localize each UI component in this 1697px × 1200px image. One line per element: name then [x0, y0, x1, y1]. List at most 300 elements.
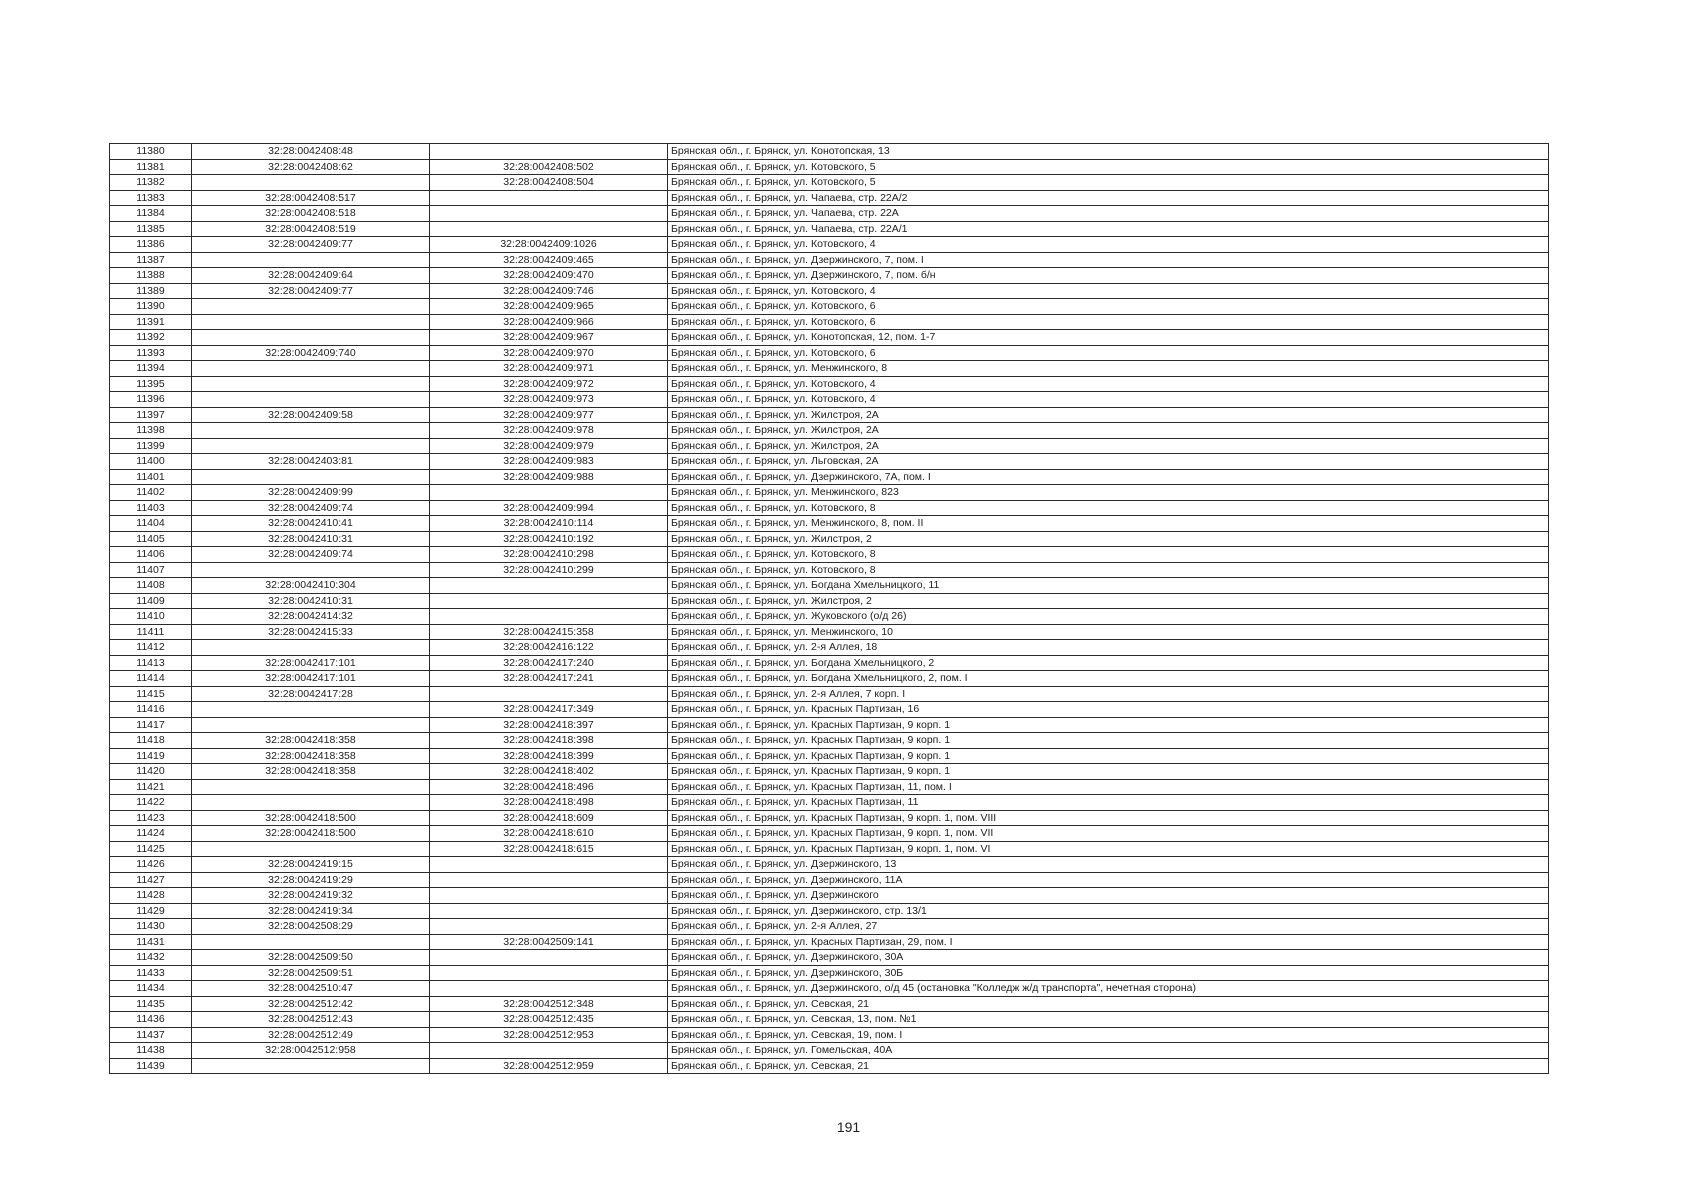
- row-number-cell: 11410: [110, 609, 192, 625]
- table-row: [110, 407, 1549, 423]
- row-number-cell: 11422: [110, 795, 192, 811]
- table-row: [110, 702, 1549, 718]
- object-cadastral-number-cell: 32:28:0042409:994: [430, 500, 668, 516]
- object-cadastral-number-cell: 32:28:0042417:241: [430, 671, 668, 687]
- object-cadastral-number-cell: 32:28:0042418:498: [430, 795, 668, 811]
- cadastral-number-cell: [192, 640, 430, 656]
- address-cell: Брянская обл., г. Брянск, ул. Дзержинского, о/д 45 (остановка "Колледж ж/д транспорта", нечетная сторона): [668, 981, 1549, 997]
- cadastral-number-cell: 32:28:0042418:358: [192, 733, 430, 749]
- cadastral-number-cell: [192, 702, 430, 718]
- table-row: [110, 438, 1549, 454]
- address-cell: Брянская обл., г. Брянск, ул. 2-я Аллея, 7 корп. I: [668, 686, 1549, 702]
- object-cadastral-number-cell: [430, 144, 668, 160]
- cadastral-number-cell: 32:28:0042410:304: [192, 578, 430, 594]
- cadastral-number-cell: [192, 1058, 430, 1074]
- cadastral-number-cell: 32:28:0042512:958: [192, 1043, 430, 1059]
- table-row: [110, 810, 1549, 826]
- row-number-cell: 11394: [110, 361, 192, 377]
- row-number-cell: 11396: [110, 392, 192, 408]
- table-row: [110, 640, 1549, 656]
- object-cadastral-number-cell: 32:28:0042512:348: [430, 996, 668, 1012]
- table-row: [110, 934, 1549, 950]
- table-row: [110, 717, 1549, 733]
- address-cell: Брянская обл., г. Брянск, ул. Дзержинского, стр. 13/1: [668, 903, 1549, 919]
- row-number-cell: 11391: [110, 314, 192, 330]
- table-row: [110, 857, 1549, 873]
- table-row: [110, 888, 1549, 904]
- object-cadastral-number-cell: 32:28:0042418:615: [430, 841, 668, 857]
- row-number-cell: 11420: [110, 764, 192, 780]
- object-cadastral-number-cell: [430, 686, 668, 702]
- address-cell: Брянская обл., г. Брянск, ул. Севская, 13, пом. №1: [668, 1012, 1549, 1028]
- object-cadastral-number-cell: 32:28:0042417:349: [430, 702, 668, 718]
- row-number-cell: 11438: [110, 1043, 192, 1059]
- cadastral-number-cell: [192, 438, 430, 454]
- cadastral-number-cell: 32:28:0042409:77: [192, 283, 430, 299]
- table-row: [110, 841, 1549, 857]
- row-number-cell: 11383: [110, 190, 192, 206]
- cadastral-number-cell: 32:28:0042408:519: [192, 221, 430, 237]
- row-number-cell: 11381: [110, 159, 192, 175]
- address-cell: Брянская обл., г. Брянск, ул. Дзержинского, 7, пом. б/н: [668, 268, 1549, 284]
- table-row: [110, 578, 1549, 594]
- row-number-cell: 11380: [110, 144, 192, 160]
- table-row: [110, 779, 1549, 795]
- address-cell: Брянская обл., г. Брянск, ул. Севская, 21: [668, 1058, 1549, 1074]
- page-number: 191: [836, 1119, 861, 1135]
- row-number-cell: 11432: [110, 950, 192, 966]
- address-cell: Брянская обл., г. Брянск, ул. Красных Партизан, 16: [668, 702, 1549, 718]
- cadastral-number-cell: [192, 779, 430, 795]
- object-cadastral-number-cell: [430, 903, 668, 919]
- table-row: [110, 500, 1549, 516]
- address-cell: Брянская обл., г. Брянск, ул. Красных Партизан, 9 корп. 1: [668, 748, 1549, 764]
- table-row: [110, 1027, 1549, 1043]
- object-cadastral-number-cell: 32:28:0042409:977: [430, 407, 668, 423]
- cadastral-number-cell: 32:28:0042512:49: [192, 1027, 430, 1043]
- row-number-cell: 11428: [110, 888, 192, 904]
- row-number-cell: 11403: [110, 500, 192, 516]
- object-cadastral-number-cell: [430, 485, 668, 501]
- cadastral-number-cell: 32:28:0042414:32: [192, 609, 430, 625]
- row-number-cell: 11418: [110, 733, 192, 749]
- object-cadastral-number-cell: [430, 609, 668, 625]
- address-cell: Брянская обл., г. Брянск, ул. Конотопская, 12, пом. 1-7: [668, 330, 1549, 346]
- table-row: [110, 965, 1549, 981]
- object-cadastral-number-cell: 32:28:0042418:496: [430, 779, 668, 795]
- cadastral-number-cell: 32:28:0042510:47: [192, 981, 430, 997]
- object-cadastral-number-cell: [430, 950, 668, 966]
- cadastral-number-cell: 32:28:0042418:500: [192, 826, 430, 842]
- row-number-cell: 11402: [110, 485, 192, 501]
- cadastral-number-cell: [192, 175, 430, 191]
- address-cell: Брянская обл., г. Брянск, ул. 2-я Аллея, 27: [668, 919, 1549, 935]
- cadastral-number-cell: [192, 314, 430, 330]
- address-cell: Брянская обл., г. Брянск, ул. Красных Партизан, 9 корп. 1: [668, 764, 1549, 780]
- table-row: [110, 516, 1549, 532]
- cadastral-number-cell: [192, 562, 430, 578]
- object-cadastral-number-cell: 32:28:0042409:746: [430, 283, 668, 299]
- row-number-cell: 11416: [110, 702, 192, 718]
- cadastral-number-cell: [192, 934, 430, 950]
- row-number-cell: 11382: [110, 175, 192, 191]
- row-number-cell: 11423: [110, 810, 192, 826]
- table-row: [110, 764, 1549, 780]
- table-row: [110, 826, 1549, 842]
- table-row: [110, 733, 1549, 749]
- object-cadastral-number-cell: [430, 593, 668, 609]
- object-cadastral-number-cell: 32:28:0042418:399: [430, 748, 668, 764]
- address-cell: Брянская обл., г. Брянск, ул. Котовского, 5: [668, 175, 1549, 191]
- table-row: [110, 1058, 1549, 1074]
- address-cell: Брянская обл., г. Брянск, ул. Менжинского, 8, пом. II: [668, 516, 1549, 532]
- row-number-cell: 11427: [110, 872, 192, 888]
- row-number-cell: 11419: [110, 748, 192, 764]
- table-row: [110, 981, 1549, 997]
- address-cell: Брянская обл., г. Брянск, ул. Котовского, 6: [668, 345, 1549, 361]
- table-row: [110, 903, 1549, 919]
- object-cadastral-number-cell: 32:28:0042418:610: [430, 826, 668, 842]
- table-row: [110, 485, 1549, 501]
- cadastral-number-cell: 32:28:0042419:29: [192, 872, 430, 888]
- cadastral-number-cell: [192, 795, 430, 811]
- row-number-cell: 11415: [110, 686, 192, 702]
- registry-table-body: [110, 144, 1549, 1074]
- row-number-cell: 11409: [110, 593, 192, 609]
- address-cell: Брянская обл., г. Брянск, ул. 2-я Аллея, 18: [668, 640, 1549, 656]
- row-number-cell: 11424: [110, 826, 192, 842]
- address-cell: Брянская обл., г. Брянск, ул. Конотопская, 13: [668, 144, 1549, 160]
- object-cadastral-number-cell: [430, 965, 668, 981]
- cadastral-number-cell: 32:28:0042417:28: [192, 686, 430, 702]
- address-cell: Брянская обл., г. Брянск, ул. Чапаева, стр. 22А/1: [668, 221, 1549, 237]
- object-cadastral-number-cell: [430, 1043, 668, 1059]
- address-cell: Брянская обл., г. Брянск, ул. Менжинского, 10: [668, 624, 1549, 640]
- cadastral-number-cell: 32:28:0042408:517: [192, 190, 430, 206]
- object-cadastral-number-cell: [430, 190, 668, 206]
- object-cadastral-number-cell: 32:28:0042408:504: [430, 175, 668, 191]
- cadastral-number-cell: [192, 330, 430, 346]
- cadastral-number-cell: 32:28:0042419:32: [192, 888, 430, 904]
- object-cadastral-number-cell: [430, 981, 668, 997]
- row-number-cell: 11437: [110, 1027, 192, 1043]
- table-row: [110, 624, 1549, 640]
- table-row: [110, 795, 1549, 811]
- row-number-cell: 11435: [110, 996, 192, 1012]
- object-cadastral-number-cell: 32:28:0042409:1026: [430, 237, 668, 253]
- object-cadastral-number-cell: 32:28:0042418:398: [430, 733, 668, 749]
- table-row: [110, 1043, 1549, 1059]
- cadastral-number-cell: [192, 841, 430, 857]
- cadastral-number-cell: 32:28:0042409:64: [192, 268, 430, 284]
- row-number-cell: 11399: [110, 438, 192, 454]
- cadastral-number-cell: 32:28:0042409:74: [192, 500, 430, 516]
- object-cadastral-number-cell: 32:28:0042410:192: [430, 531, 668, 547]
- object-cadastral-number-cell: 32:28:0042417:240: [430, 655, 668, 671]
- cadastral-number-cell: [192, 252, 430, 268]
- cadastral-number-cell: [192, 469, 430, 485]
- object-cadastral-number-cell: 32:28:0042512:959: [430, 1058, 668, 1074]
- object-cadastral-number-cell: 32:28:0042509:141: [430, 934, 668, 950]
- table-row: [110, 144, 1549, 160]
- object-cadastral-number-cell: 32:28:0042512:953: [430, 1027, 668, 1043]
- object-cadastral-number-cell: 32:28:0042409:967: [430, 330, 668, 346]
- address-cell: Брянская обл., г. Брянск, ул. Котовского, 4: [668, 376, 1549, 392]
- object-cadastral-number-cell: 32:28:0042410:299: [430, 562, 668, 578]
- table-row: [110, 454, 1549, 470]
- table-row: [110, 593, 1549, 609]
- table-row: [110, 314, 1549, 330]
- address-cell: Брянская обл., г. Брянск, ул. Котовского, 8: [668, 547, 1549, 563]
- row-number-cell: 11439: [110, 1058, 192, 1074]
- object-cadastral-number-cell: 32:28:0042418:609: [430, 810, 668, 826]
- row-number-cell: 11433: [110, 965, 192, 981]
- address-cell: Брянская обл., г. Брянск, ул. Жилстроя, 2: [668, 593, 1549, 609]
- object-cadastral-number-cell: 32:28:0042409:966: [430, 314, 668, 330]
- row-number-cell: 11393: [110, 345, 192, 361]
- table-row: [110, 655, 1549, 671]
- row-number-cell: 11386: [110, 237, 192, 253]
- row-number-cell: 11411: [110, 624, 192, 640]
- cadastral-number-cell: [192, 361, 430, 377]
- address-cell: Брянская обл., г. Брянск, ул. Дзержинского, 13: [668, 857, 1549, 873]
- row-number-cell: 11429: [110, 903, 192, 919]
- address-cell: Брянская обл., г. Брянск, ул. Жилстроя, 2А: [668, 407, 1549, 423]
- table-row: [110, 376, 1549, 392]
- cadastral-number-cell: [192, 423, 430, 439]
- row-number-cell: 11385: [110, 221, 192, 237]
- cadastral-number-cell: [192, 376, 430, 392]
- table-row: [110, 190, 1549, 206]
- table-row: [110, 392, 1549, 408]
- row-number-cell: 11389: [110, 283, 192, 299]
- cadastral-number-cell: [192, 299, 430, 315]
- cadastral-number-cell: 32:28:0042410:31: [192, 593, 430, 609]
- cadastral-number-cell: [192, 717, 430, 733]
- address-cell: Брянская обл., г. Брянск, ул. Красных Партизан, 29, пом. I: [668, 934, 1549, 950]
- object-cadastral-number-cell: 32:28:0042409:965: [430, 299, 668, 315]
- address-cell: Брянская обл., г. Брянск, ул. Дзержинского, 30Б: [668, 965, 1549, 981]
- address-cell: Брянская обл., г. Брянск, ул. Дзержинского, 11А: [668, 872, 1549, 888]
- cadastral-number-cell: 32:28:0042512:42: [192, 996, 430, 1012]
- table-row: [110, 330, 1549, 346]
- table-row: [110, 686, 1549, 702]
- cadastral-number-cell: 32:28:0042418:358: [192, 748, 430, 764]
- table-row: [110, 206, 1549, 222]
- object-cadastral-number-cell: 32:28:0042410:298: [430, 547, 668, 563]
- cadastral-number-cell: 32:28:0042419:34: [192, 903, 430, 919]
- table-row: [110, 268, 1549, 284]
- address-cell: Брянская обл., г. Брянск, ул. Котовского, 8: [668, 500, 1549, 516]
- table-row: [110, 609, 1549, 625]
- cadastral-number-cell: 32:28:0042409:74: [192, 547, 430, 563]
- table-row: [110, 531, 1549, 547]
- table-row: [110, 345, 1549, 361]
- row-number-cell: 11387: [110, 252, 192, 268]
- table-row: [110, 1012, 1549, 1028]
- object-cadastral-number-cell: 32:28:0042409:978: [430, 423, 668, 439]
- table-row: [110, 547, 1549, 563]
- row-number-cell: 11398: [110, 423, 192, 439]
- address-cell: Брянская обл., г. Брянск, ул. Красных Партизан, 11, пом. I: [668, 779, 1549, 795]
- row-number-cell: 11417: [110, 717, 192, 733]
- row-number-cell: 11436: [110, 1012, 192, 1028]
- address-cell: Брянская обл., г. Брянск, ул. Красных Партизан, 11: [668, 795, 1549, 811]
- cadastral-number-cell: 32:28:0042417:101: [192, 655, 430, 671]
- address-cell: Брянская обл., г. Брянск, ул. Красных Партизан, 9 корп. 1, пом. VIII: [668, 810, 1549, 826]
- table-row: [110, 159, 1549, 175]
- address-cell: Брянская обл., г. Брянск, ул. Богдана Хмельницкого, 2: [668, 655, 1549, 671]
- cadastral-number-cell: 32:28:0042409:99: [192, 485, 430, 501]
- cadastral-number-cell: 32:28:0042410:41: [192, 516, 430, 532]
- cadastral-number-cell: 32:28:0042509:51: [192, 965, 430, 981]
- table-row: [110, 361, 1549, 377]
- cadastral-number-cell: 32:28:0042512:43: [192, 1012, 430, 1028]
- cadastral-number-cell: 32:28:0042408:518: [192, 206, 430, 222]
- address-cell: Брянская обл., г. Брянск, ул. Котовского, 5: [668, 159, 1549, 175]
- row-number-cell: 11384: [110, 206, 192, 222]
- row-number-cell: 11405: [110, 531, 192, 547]
- row-number-cell: 11413: [110, 655, 192, 671]
- row-number-cell: 11395: [110, 376, 192, 392]
- table-row: [110, 919, 1549, 935]
- address-cell: Брянская обл., г. Брянск, ул. Жилстроя, 2: [668, 531, 1549, 547]
- object-cadastral-number-cell: 32:28:0042409:470: [430, 268, 668, 284]
- address-cell: Брянская обл., г. Брянск, ул. Жилстроя, 2А: [668, 438, 1549, 454]
- row-number-cell: 11414: [110, 671, 192, 687]
- row-number-cell: 11407: [110, 562, 192, 578]
- row-number-cell: 11412: [110, 640, 192, 656]
- row-number-cell: 11392: [110, 330, 192, 346]
- object-cadastral-number-cell: 32:28:0042409:973: [430, 392, 668, 408]
- row-number-cell: 11390: [110, 299, 192, 315]
- cadastral-number-cell: 32:28:0042509:50: [192, 950, 430, 966]
- cadastral-number-cell: 32:28:0042408:48: [192, 144, 430, 160]
- object-cadastral-number-cell: 32:28:0042418:397: [430, 717, 668, 733]
- cadastral-number-cell: 32:28:0042409:740: [192, 345, 430, 361]
- address-cell: Брянская обл., г. Брянск, ул. Менжинского, 8: [668, 361, 1549, 377]
- object-cadastral-number-cell: 32:28:0042409:970: [430, 345, 668, 361]
- address-cell: Брянская обл., г. Брянск, ул. Гомельская, 40А: [668, 1043, 1549, 1059]
- row-number-cell: 11406: [110, 547, 192, 563]
- row-number-cell: 11404: [110, 516, 192, 532]
- object-cadastral-number-cell: 32:28:0042409:988: [430, 469, 668, 485]
- table-row: [110, 469, 1549, 485]
- object-cadastral-number-cell: 32:28:0042416:122: [430, 640, 668, 656]
- row-number-cell: 11434: [110, 981, 192, 997]
- cadastral-number-cell: 32:28:0042409:77: [192, 237, 430, 253]
- table-row: [110, 562, 1549, 578]
- address-cell: Брянская обл., г. Брянск, ул. Красных Партизан, 9 корп. 1: [668, 717, 1549, 733]
- table-row: [110, 423, 1549, 439]
- cadastral-number-cell: 32:28:0042419:15: [192, 857, 430, 873]
- table-row: [110, 252, 1549, 268]
- object-cadastral-number-cell: 32:28:0042409:971: [430, 361, 668, 377]
- row-number-cell: 11388: [110, 268, 192, 284]
- object-cadastral-number-cell: 32:28:0042512:435: [430, 1012, 668, 1028]
- row-number-cell: 11421: [110, 779, 192, 795]
- address-cell: Брянская обл., г. Брянск, ул. Чапаева, стр. 22А: [668, 206, 1549, 222]
- address-cell: Брянская обл., г. Брянск, ул. Красных Партизан, 9 корп. 1, пом. VI: [668, 841, 1549, 857]
- table-row: [110, 221, 1549, 237]
- cadastral-number-cell: 32:28:0042418:500: [192, 810, 430, 826]
- address-cell: Брянская обл., г. Брянск, ул. Богдана Хмельницкого, 11: [668, 578, 1549, 594]
- table-row: [110, 175, 1549, 191]
- cadastral-number-cell: 32:28:0042409:58: [192, 407, 430, 423]
- object-cadastral-number-cell: 32:28:0042409:979: [430, 438, 668, 454]
- address-cell: Брянская обл., г. Брянск, ул. Дзержинского, 7А, пом. I: [668, 469, 1549, 485]
- table-row: [110, 283, 1549, 299]
- object-cadastral-number-cell: 32:28:0042418:402: [430, 764, 668, 780]
- address-cell: Брянская обл., г. Брянск, ул. Жилстроя, 2А: [668, 423, 1549, 439]
- cadastral-number-cell: 32:28:0042408:62: [192, 159, 430, 175]
- address-cell: Брянская обл., г. Брянск, ул. Красных Партизан, 9 корп. 1: [668, 733, 1549, 749]
- row-number-cell: 11426: [110, 857, 192, 873]
- object-cadastral-number-cell: 32:28:0042409:983: [430, 454, 668, 470]
- object-cadastral-number-cell: [430, 919, 668, 935]
- cadastral-number-cell: [192, 392, 430, 408]
- address-cell: Брянская обл., г. Брянск, ул. Красных Партизан, 9 корп. 1, пом. VII: [668, 826, 1549, 842]
- registry-table: [109, 143, 1549, 1074]
- object-cadastral-number-cell: [430, 221, 668, 237]
- table-row: [110, 872, 1549, 888]
- address-cell: Брянская обл., г. Брянск, ул. Котовского, 6: [668, 314, 1549, 330]
- object-cadastral-number-cell: [430, 888, 668, 904]
- row-number-cell: 11430: [110, 919, 192, 935]
- address-cell: Брянская обл., г. Брянск, ул. Дзержинского, 7, пом. I: [668, 252, 1549, 268]
- address-cell: Брянская обл., г. Брянск, ул. Котовского, 4: [668, 392, 1549, 408]
- row-number-cell: 11401: [110, 469, 192, 485]
- address-cell: Брянская обл., г. Брянск, ул. Дзержинского: [668, 888, 1549, 904]
- cadastral-number-cell: 32:28:0042418:358: [192, 764, 430, 780]
- cadastral-number-cell: 32:28:0042508:29: [192, 919, 430, 935]
- object-cadastral-number-cell: 32:28:0042409:972: [430, 376, 668, 392]
- address-cell: Брянская обл., г. Брянск, ул. Котовского, 4: [668, 237, 1549, 253]
- table-row: [110, 671, 1549, 687]
- address-cell: Брянская обл., г. Брянск, ул. Котовского, 8: [668, 562, 1549, 578]
- object-cadastral-number-cell: [430, 872, 668, 888]
- table-row: [110, 950, 1549, 966]
- table-row: [110, 237, 1549, 253]
- address-cell: Брянская обл., г. Брянск, ул. Севская, 21: [668, 996, 1549, 1012]
- cadastral-number-cell: 32:28:0042410:31: [192, 531, 430, 547]
- table-row: [110, 748, 1549, 764]
- object-cadastral-number-cell: 32:28:0042408:502: [430, 159, 668, 175]
- address-cell: Брянская обл., г. Брянск, ул. Жуковского (о/д 26): [668, 609, 1549, 625]
- row-number-cell: 11397: [110, 407, 192, 423]
- row-number-cell: 11408: [110, 578, 192, 594]
- address-cell: Брянская обл., г. Брянск, ул. Чапаева, стр. 22А/2: [668, 190, 1549, 206]
- object-cadastral-number-cell: 32:28:0042409:465: [430, 252, 668, 268]
- object-cadastral-number-cell: [430, 206, 668, 222]
- address-cell: Брянская обл., г. Брянск, ул. Дзержинского, 30А: [668, 950, 1549, 966]
- cadastral-number-cell: 32:28:0042417:101: [192, 671, 430, 687]
- address-cell: Брянская обл., г. Брянск, ул. Котовского, 4: [668, 283, 1549, 299]
- address-cell: Брянская обл., г. Брянск, ул. Котовского, 6: [668, 299, 1549, 315]
- row-number-cell: 11425: [110, 841, 192, 857]
- address-cell: Брянская обл., г. Брянск, ул. Льговская, 2А: [668, 454, 1549, 470]
- address-cell: Брянская обл., г. Брянск, ул. Богдана Хмельницкого, 2, пом. I: [668, 671, 1549, 687]
- table-row: [110, 299, 1549, 315]
- object-cadastral-number-cell: [430, 578, 668, 594]
- cadastral-number-cell: 32:28:0042415:33: [192, 624, 430, 640]
- table-row: [110, 996, 1549, 1012]
- object-cadastral-number-cell: 32:28:0042415:358: [430, 624, 668, 640]
- object-cadastral-number-cell: 32:28:0042410:114: [430, 516, 668, 532]
- address-cell: Брянская обл., г. Брянск, ул. Менжинского, 823: [668, 485, 1549, 501]
- address-cell: Брянская обл., г. Брянск, ул. Севская, 19, пом. I: [668, 1027, 1549, 1043]
- row-number-cell: 11431: [110, 934, 192, 950]
